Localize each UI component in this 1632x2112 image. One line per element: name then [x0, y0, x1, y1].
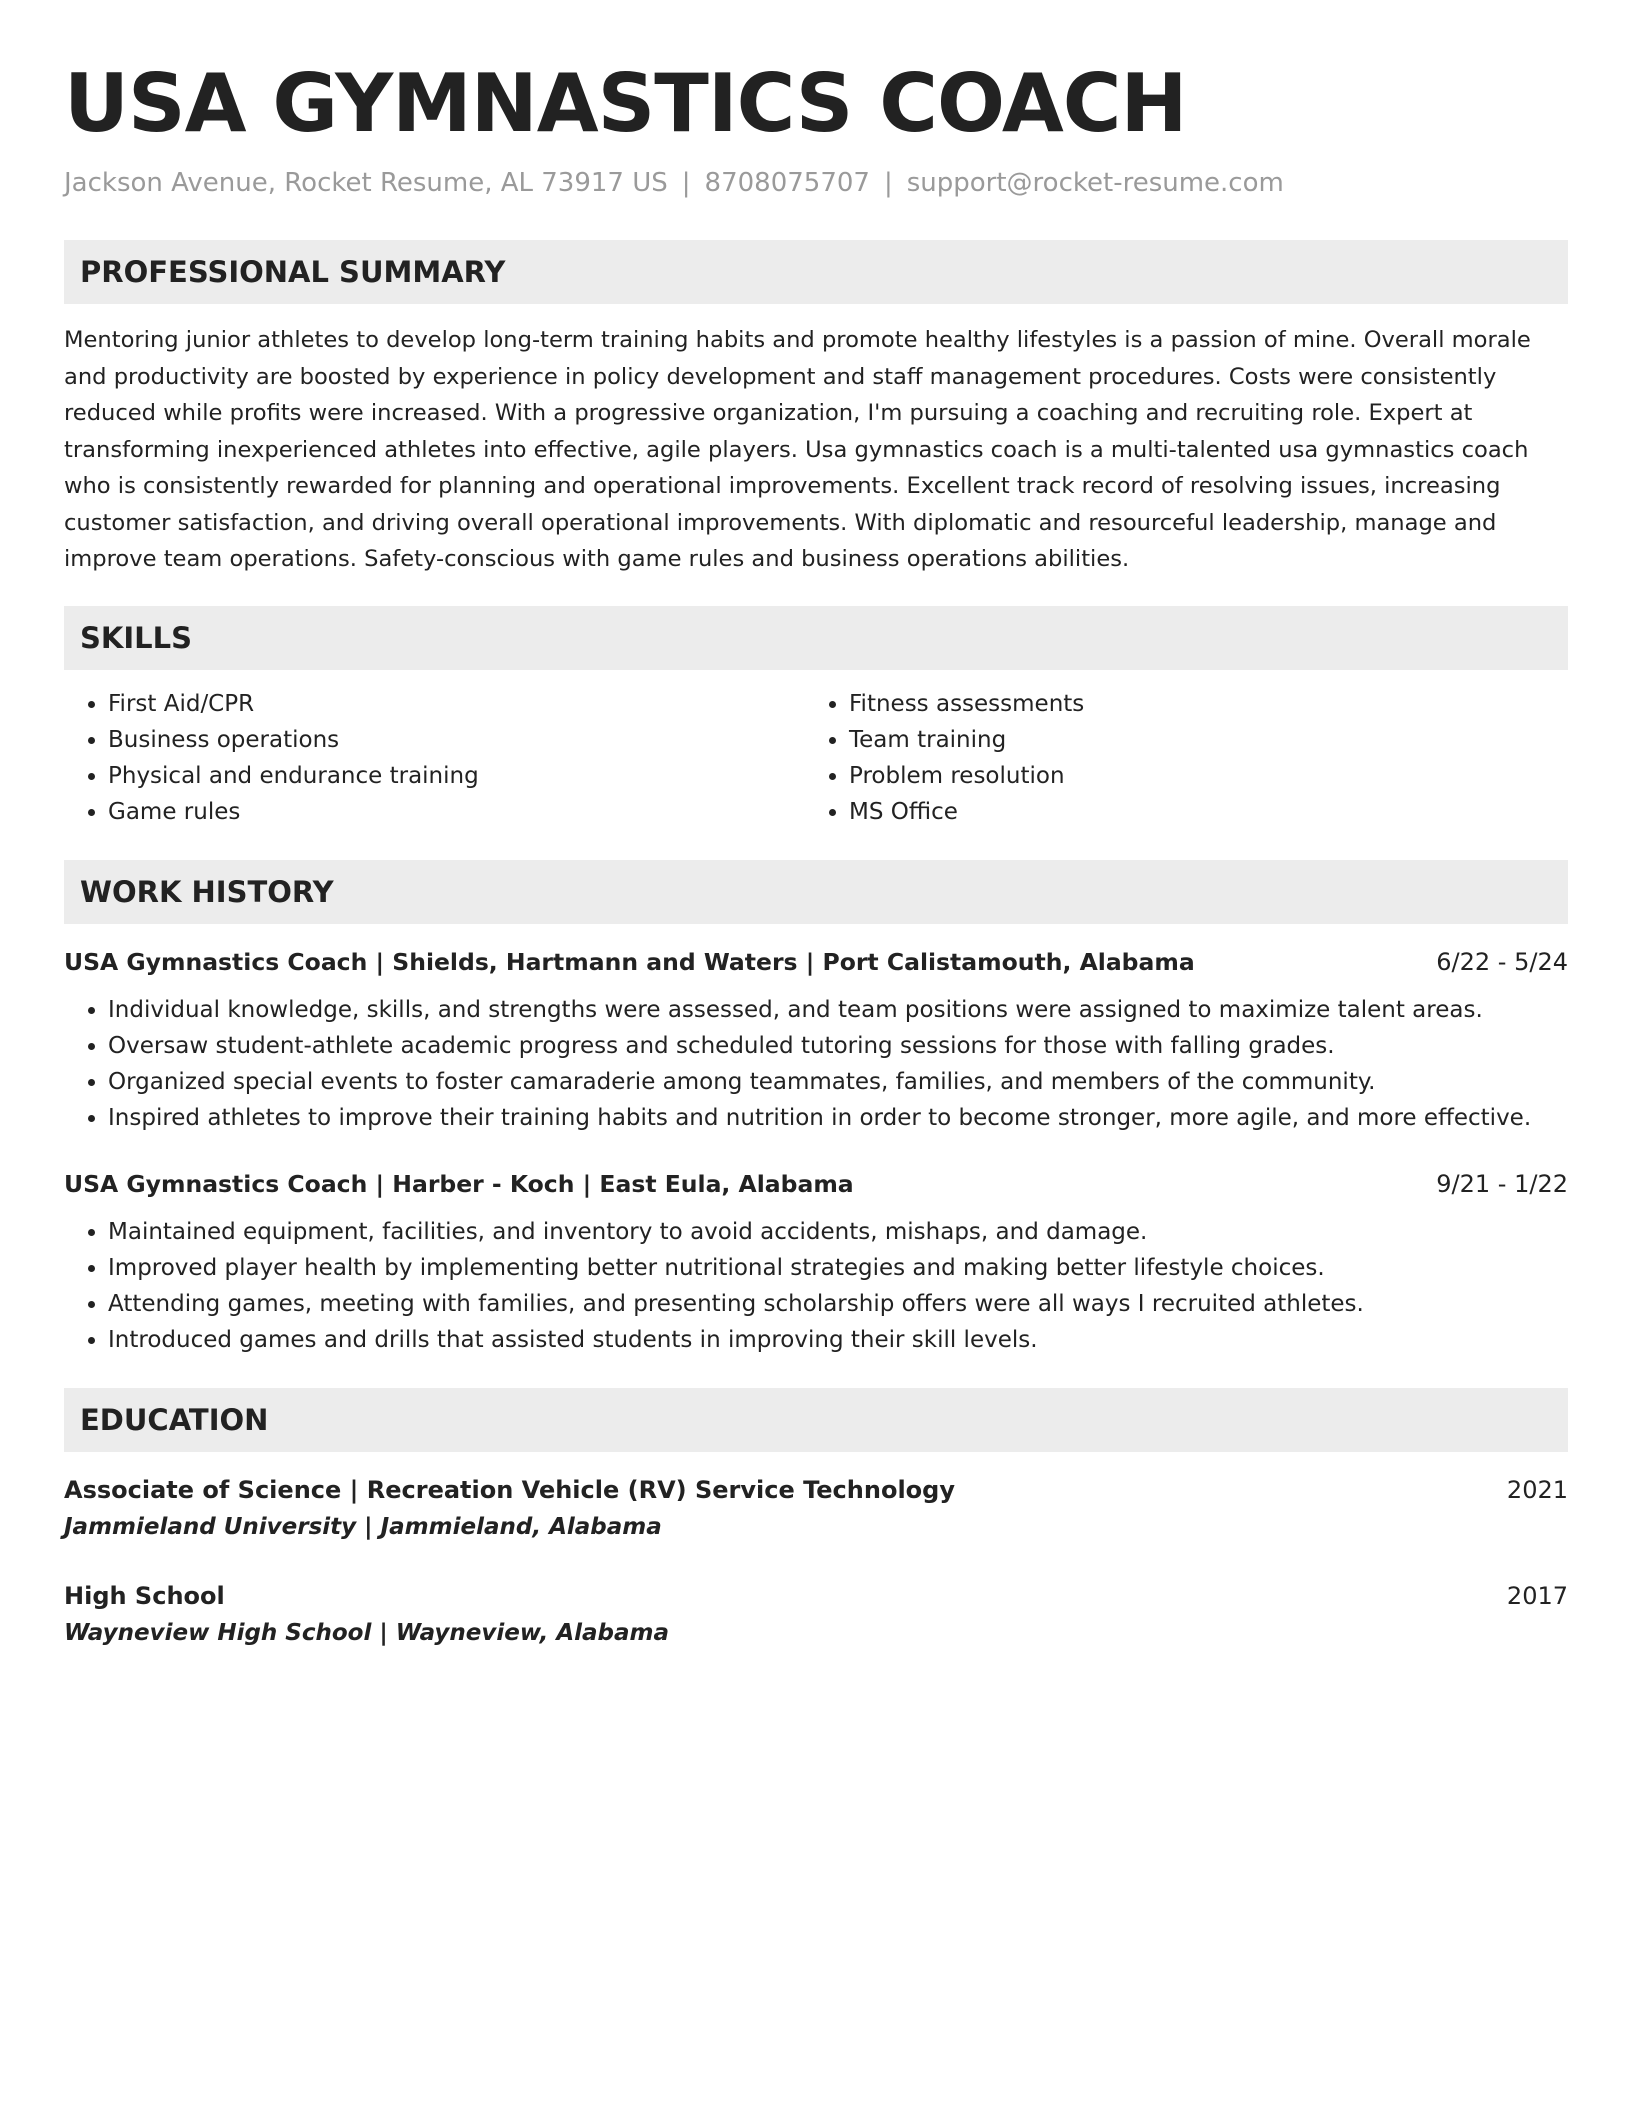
job-bullets — [64, 992, 1568, 1136]
job-dates: 6/22 - 5/24 — [1436, 947, 1568, 976]
summary-heading: PROFESSIONAL SUMMARY — [80, 255, 506, 289]
education-section-header — [64, 1388, 1568, 1452]
job-bullets — [64, 1214, 1568, 1358]
skills-column-right — [805, 686, 1546, 830]
skill-item: • Game rules — [108, 794, 805, 830]
education-school: Jammieland University | Jammieland, Alabama — [64, 1513, 662, 1540]
education-degree: Associate of Science | Recreation Vehicle (RV) Service Technology — [64, 1475, 955, 1504]
skill-item: • Business operations — [108, 722, 805, 758]
contact-line — [64, 166, 1568, 200]
contact-separator: | — [883, 168, 893, 198]
education-year: 2021 — [1506, 1475, 1568, 1504]
skills-heading: SKILLS — [80, 620, 192, 655]
contact-phone: 8708075707 — [704, 168, 870, 198]
job-bullet: • Introduced games and drills that assisted students in improving their skill levels. — [108, 1322, 1568, 1358]
education-year: 2017 — [1506, 1581, 1568, 1610]
skills-list — [64, 686, 1568, 830]
skill-item: • First Aid/CPR — [108, 686, 805, 722]
job-bullet: • Organized special events to foster camaraderie among teammates, families, and members of the community. — [108, 1064, 1568, 1100]
summary-section-header — [64, 240, 1568, 304]
work-heading: WORK HISTORY — [80, 874, 334, 909]
skills-column-left — [64, 686, 805, 830]
contact-address: Jackson Avenue, Rocket Resume, AL 73917 US — [64, 168, 668, 198]
job-bullet: • Attending games, meeting with families, and presenting scholarship offers were all ways I recruited athletes. — [108, 1286, 1568, 1322]
job-bullet: • Oversaw student-athlete academic progress and scheduled tutoring sessions for those with falling grades. — [108, 1028, 1568, 1064]
job-dates: 9/21 - 1/22 — [1436, 1169, 1568, 1198]
education-school: Wayneview High School | Wayneview, Alabama — [64, 1619, 670, 1646]
education-entry — [64, 1578, 1568, 1652]
job-title: USA Gymnastics Coach | Shields, Hartmann and Waters | Port Calistamouth, Alabama — [64, 947, 1195, 976]
job-entry — [64, 944, 1568, 1136]
job-title: USA Gymnastics Coach | Harber - Koch | East Eula, Alabama — [64, 1169, 854, 1198]
job-bullet: • Maintained equipment, facilities, and inventory to avoid accidents, mishaps, and damage. — [108, 1214, 1568, 1250]
job-bullet: • Individual knowledge, skills, and strengths were assessed, and team positions were assigned to maximize talent areas. — [108, 992, 1568, 1028]
contact-email: support@rocket-resume.com — [906, 168, 1284, 198]
contact-separator: | — [681, 168, 691, 198]
candidate-name: USA GYMNASTICS COACH — [64, 57, 1187, 150]
education-heading: EDUCATION — [80, 1402, 269, 1437]
skill-item: • MS Office — [849, 794, 1546, 830]
work-section-header — [64, 860, 1568, 924]
skill-item: • Team training — [849, 722, 1546, 758]
skills-section-header — [64, 606, 1568, 670]
skill-item: • Problem resolution — [849, 758, 1546, 794]
job-bullet: • Improved player health by implementing better nutritional strategies and making better lifestyle choices. — [108, 1250, 1568, 1286]
skill-item: • Physical and endurance training — [108, 758, 805, 794]
job-entry — [64, 1166, 1568, 1358]
education-entry — [64, 1472, 1568, 1546]
resume-page — [64, 50, 1568, 1652]
skill-item: • Fitness assessments — [849, 686, 1546, 722]
education-degree: High School — [64, 1581, 225, 1610]
job-bullet: • Inspired athletes to improve their training habits and nutrition in order to become stronger, more agile, and more effective. — [108, 1100, 1568, 1136]
summary-text: Mentoring junior athletes to develop long-term training habits and promote healthy lifestyles is a passion of mine. Overall morale and productivity are boosted by experience in policy development and staff management procedures. Costs were consistently reduced while profits were increased. With a progressive organization, I'm pursuing a coaching and recruiting role. Expert at transforming inexperienced athletes into effective, agile players. Usa gymnastics coach is a multi-talented usa gymnastics coach who is consistently rewarded for planning and operational improvements. Excellent track record of resolving issues, increasing customer satisfaction, and driving overall operational improvements. With diplomatic and resourceful leadership, manage and improve team operations. Safety-conscious with game rules and business operations abilities. — [64, 327, 1531, 572]
